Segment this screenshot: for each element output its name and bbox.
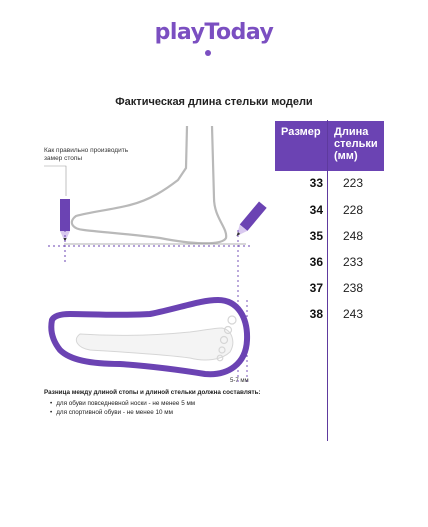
brand-logo: playToday (154, 20, 274, 45)
page-title: Фактическая длина стельки модели (115, 96, 313, 108)
difference-heading: Разница между длиной стопы и длиной стельки должна составлять: (44, 389, 261, 396)
length-column-header: Длина стельки (мм) (328, 121, 384, 171)
foot-outline (72, 126, 226, 243)
length-value: 223 (342, 176, 364, 190)
size-row (275, 255, 385, 275)
size-column-header: Размер (275, 121, 327, 171)
size-value: 36 (309, 255, 323, 269)
measure-hint: Как правильно производить замер стопы (44, 147, 129, 162)
sole-gap-label: 5-7 мм (230, 378, 249, 384)
difference-item: • для обуви повседневной носки - не менее 5 мм (44, 399, 334, 408)
size-value: 33 (309, 176, 323, 190)
size-row (275, 281, 385, 301)
size-row (275, 176, 385, 196)
length-value: 243 (342, 307, 364, 321)
length-value: 248 (342, 229, 364, 243)
size-value: 37 (309, 281, 323, 295)
difference-item: • для спортивной обуви - не менее 10 мм (44, 408, 334, 417)
right-pencil (233, 201, 267, 239)
length-value: 233 (342, 255, 364, 269)
size-value: 34 (309, 203, 323, 217)
difference-note (44, 388, 334, 417)
size-value: 38 (309, 307, 323, 321)
size-value: 35 (309, 229, 323, 243)
hint-leader-line (44, 166, 66, 196)
size-row (275, 307, 385, 327)
size-row (275, 229, 385, 249)
length-value: 238 (342, 281, 364, 295)
length-value: 228 (342, 203, 364, 217)
size-row (275, 203, 385, 223)
